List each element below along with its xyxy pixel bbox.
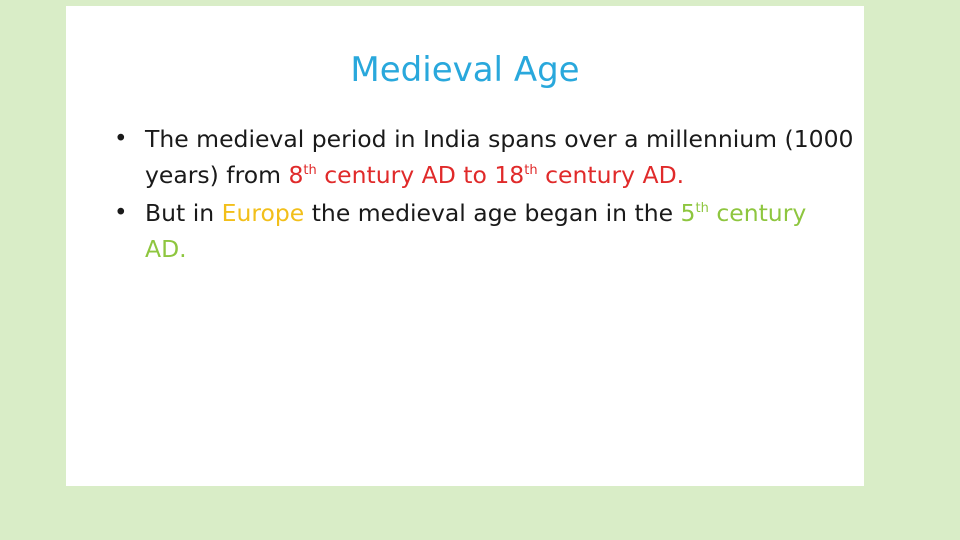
bullet2-text-b: the medieval age began in the <box>304 199 681 227</box>
bullet2-text-c: century AD. <box>145 199 807 263</box>
bullet1-text-a: The medieval period in India spans over a millennium (1000 years) from <box>145 125 854 189</box>
bullet1-text-b: century AD to 18 <box>316 161 525 189</box>
bullet2-num: 5 <box>680 199 696 227</box>
bullet-item-india <box>114 121 854 193</box>
bullet-list <box>114 121 854 269</box>
bullet1-sup-start: th <box>303 163 317 178</box>
bullet1-num-start: 8 <box>288 161 304 189</box>
bullet-icon: • <box>114 126 128 152</box>
bullet-item-europe <box>114 195 854 267</box>
bullet-icon: • <box>114 200 128 226</box>
bullet2-text-a: But in <box>145 199 222 227</box>
slide-title: Medieval Age <box>350 50 580 90</box>
bullet2-highlight-word: Europe <box>221 199 305 227</box>
bullet2-sup: th <box>695 201 709 216</box>
bullet1-highlight <box>288 161 684 189</box>
slide-card <box>66 6 864 486</box>
bullet1-sup-end: th <box>524 163 538 178</box>
bullet1-text-c: century AD. <box>537 161 685 189</box>
